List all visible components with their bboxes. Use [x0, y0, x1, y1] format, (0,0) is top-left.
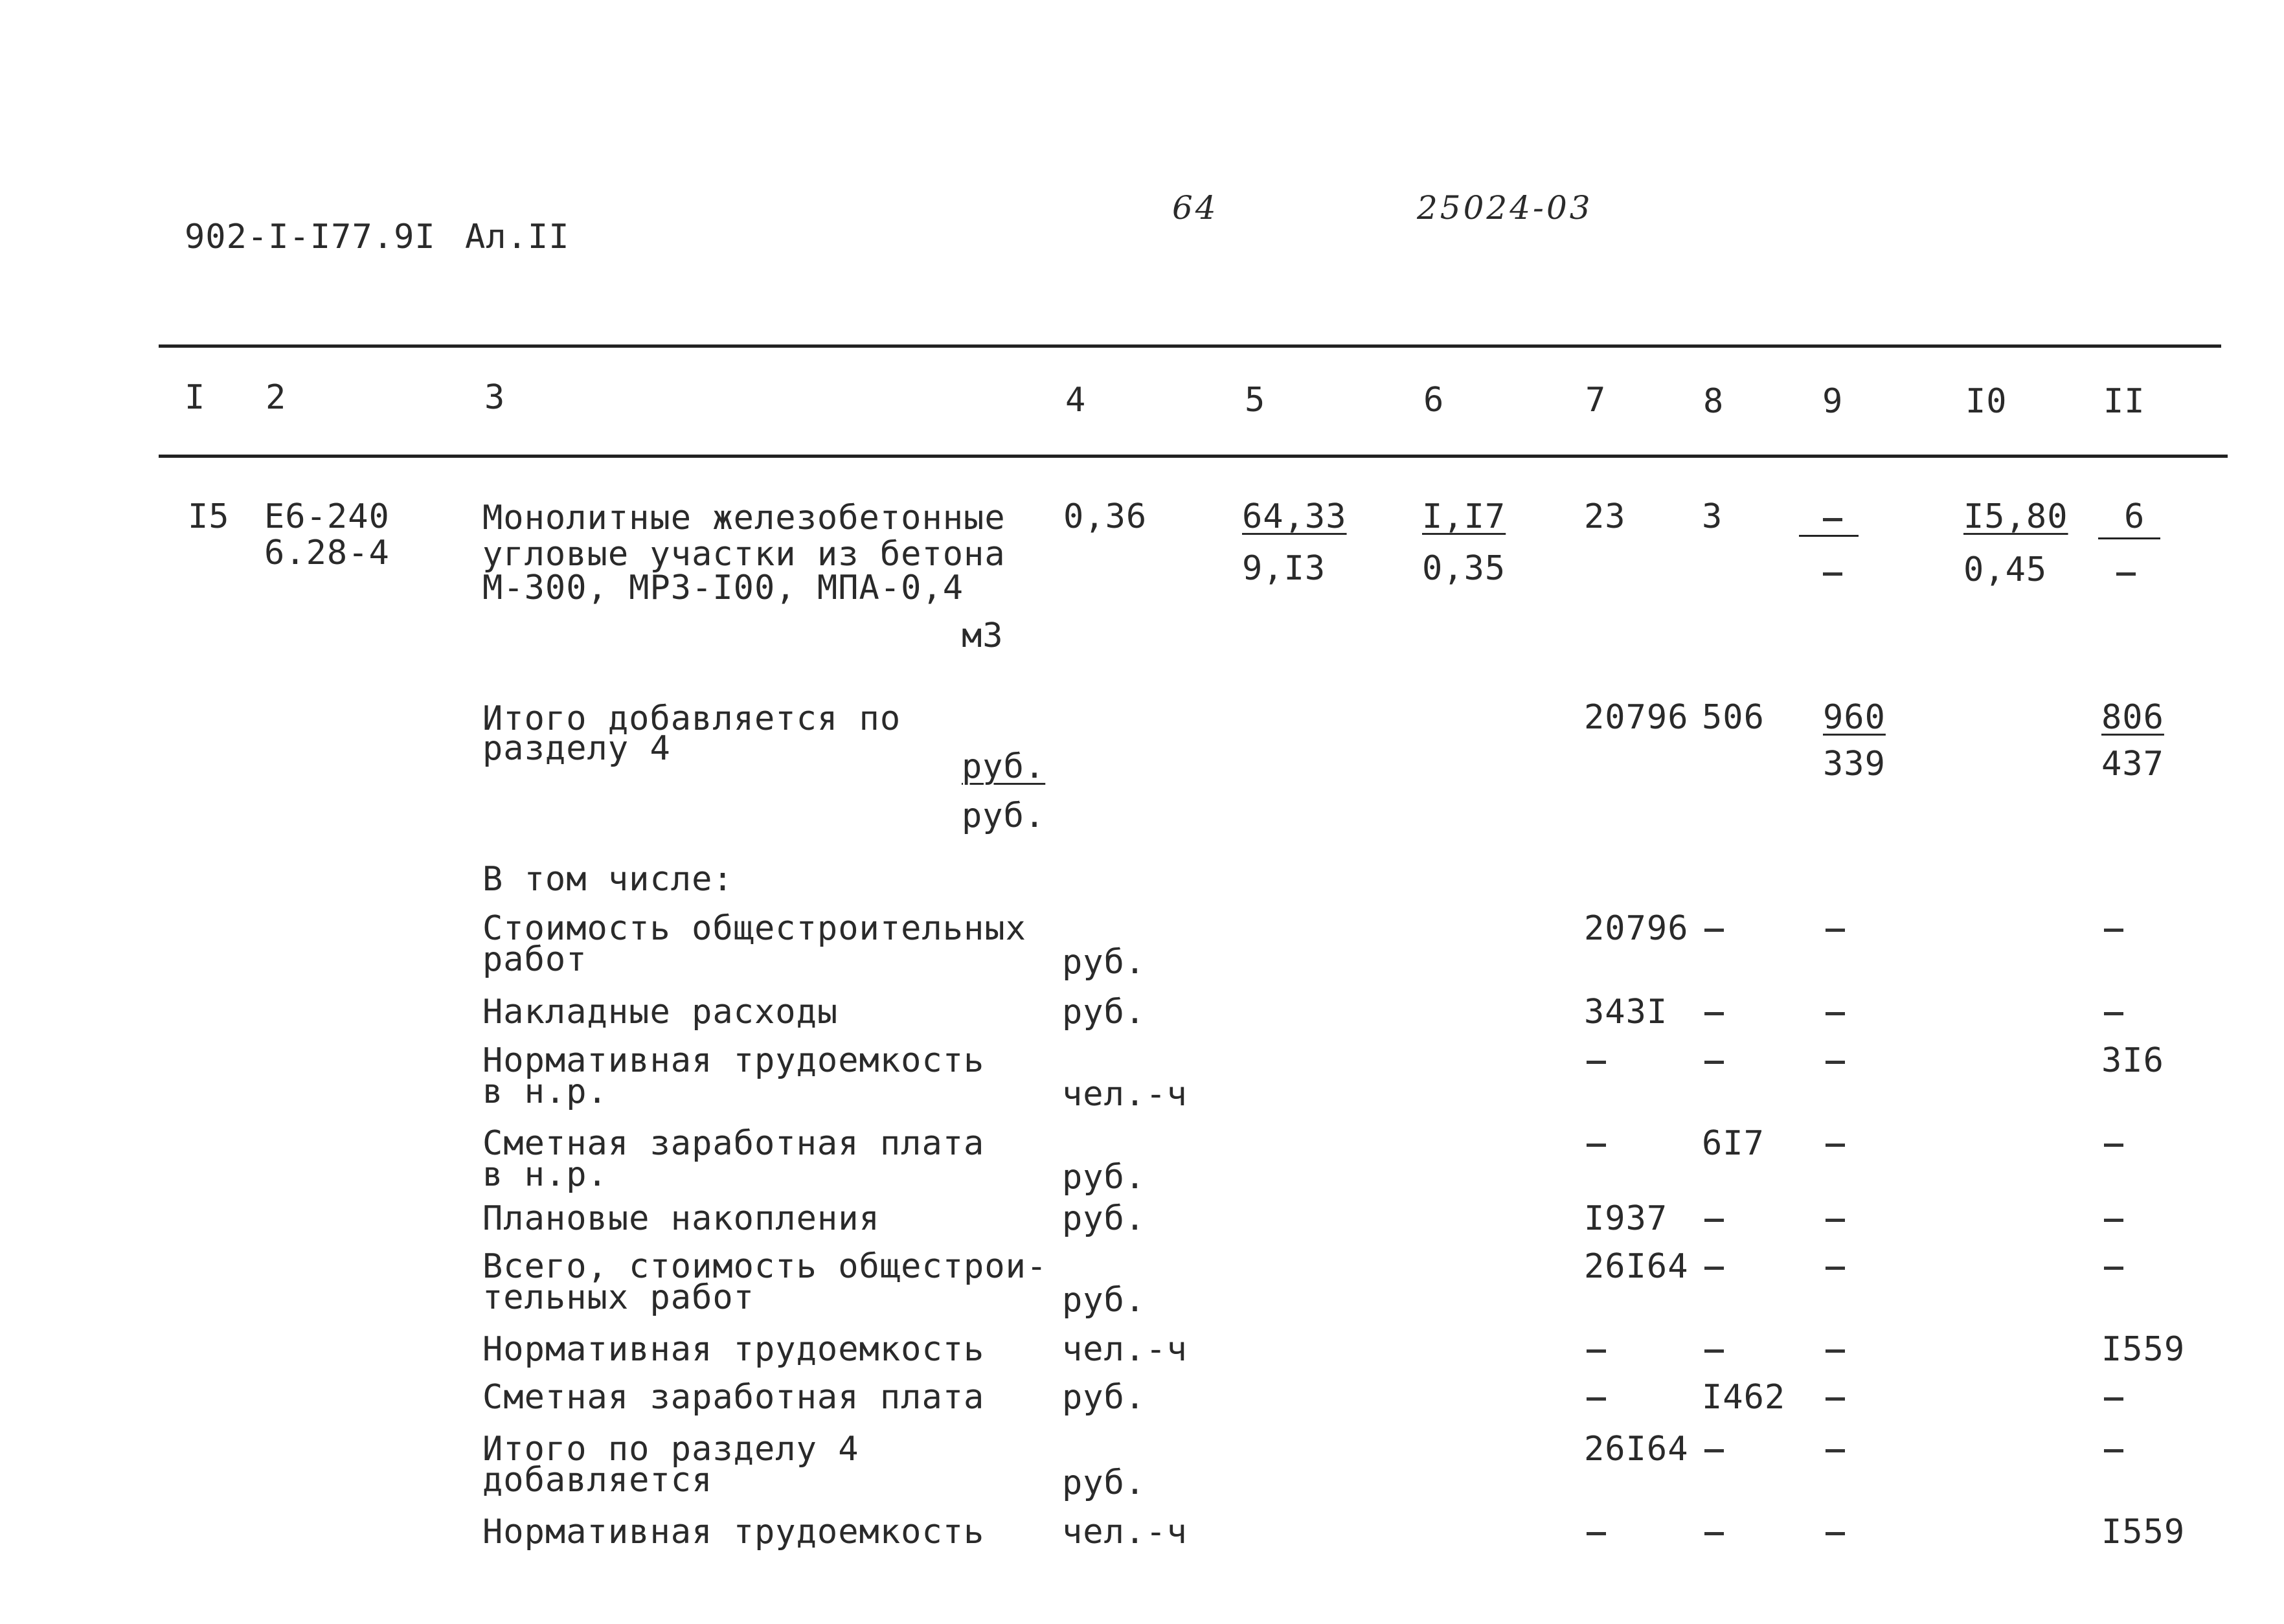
- item-description-line: Всего, стоимость общестрои-: [482, 1247, 1048, 1286]
- column-header-5: 5: [1245, 381, 1266, 420]
- item-description-line: добавляется: [482, 1461, 713, 1500]
- col9-dash-top: [1823, 518, 1842, 521]
- item-col7: 20796: [1584, 909, 1689, 948]
- total-col9-top: 960: [1823, 698, 1886, 737]
- item-description-line: Сметная заработная плата: [482, 1378, 985, 1417]
- col11-underline: [2098, 537, 2160, 539]
- header-bottom-rule: [159, 455, 2228, 458]
- item-col8-dash: [1704, 929, 1724, 932]
- item-col8-dash: [1704, 1449, 1724, 1452]
- item-col7-dash: [1587, 1532, 1606, 1535]
- item-col7-dash: [1587, 1397, 1606, 1401]
- row-quantity: 0,36: [1063, 497, 1148, 536]
- item-col9-dash: [1826, 1144, 1845, 1147]
- total-col9-bottom: 339: [1823, 745, 1886, 784]
- item-col9-dash: [1826, 1061, 1845, 1064]
- row-description-line-2: угловые участки из бетона: [482, 535, 1006, 574]
- total-col7: 20796: [1584, 698, 1689, 737]
- column-header-4: 4: [1065, 381, 1087, 420]
- column-header-8: 8: [1703, 382, 1724, 421]
- album-number: Ал.II: [465, 218, 570, 256]
- item-col7: 26I64: [1584, 1247, 1689, 1286]
- norm-code-secondary: 6.28-4: [264, 534, 390, 572]
- item-col7: I937: [1584, 1199, 1668, 1238]
- column-header-10: I0: [1965, 382, 2007, 421]
- total-unit-2: руб.: [962, 796, 1046, 835]
- total-col11-top: 806: [2101, 698, 2164, 737]
- item-col11: I559: [2101, 1513, 2186, 1551]
- total-description-line-1: Итого добавляется по: [482, 699, 901, 738]
- item-col7: 26I64: [1584, 1430, 1689, 1469]
- item-unit: чел.-ч: [1062, 1330, 1188, 1369]
- item-col11-dash: [2104, 1397, 2123, 1401]
- item-col11: 3I6: [2101, 1041, 2164, 1080]
- item-col11-dash: [2104, 1219, 2123, 1222]
- item-col11: I559: [2101, 1330, 2186, 1369]
- table-top-rule: [159, 344, 2221, 348]
- item-unit: руб.: [1062, 1199, 1146, 1238]
- item-col9-dash: [1826, 1219, 1845, 1222]
- item-col7-dash: [1587, 1349, 1606, 1353]
- item-col8-dash: [1704, 1267, 1724, 1270]
- total-unit-1: руб.: [962, 747, 1046, 786]
- item-col7: 343I: [1584, 993, 1668, 1032]
- item-col9-dash: [1826, 1397, 1845, 1401]
- column-header-9: 9: [1822, 382, 1844, 421]
- item-col9-dash: [1826, 1012, 1845, 1015]
- item-unit: чел.-ч: [1062, 1075, 1188, 1114]
- column-header-2: 2: [266, 378, 287, 417]
- item-description-line: работ: [482, 940, 587, 979]
- column-header-6: 6: [1423, 381, 1445, 420]
- item-description-line: Накладные расходы: [482, 993, 839, 1032]
- item-description-line: Стоимость общестроительных: [482, 909, 1026, 948]
- item-col8-dash: [1704, 1219, 1724, 1222]
- item-description-line: Нормативная трудоемкость: [482, 1513, 985, 1551]
- item-col7-dash: [1587, 1144, 1606, 1147]
- item-unit: руб.: [1062, 943, 1146, 982]
- item-description-line: Плановые накопления: [482, 1199, 880, 1238]
- item-unit: руб.: [1062, 1463, 1146, 1502]
- including-heading: В том числе:: [482, 860, 734, 899]
- row-unit: м3: [962, 616, 1004, 655]
- column-header-7: 7: [1585, 381, 1607, 420]
- item-col8: I462: [1702, 1378, 1786, 1417]
- item-description-line: в н.р.: [482, 1155, 608, 1194]
- item-description-line: Итого по разделу 4: [482, 1430, 859, 1469]
- item-col8: 6I7: [1702, 1124, 1765, 1163]
- total-description-line-2: разделу 4: [482, 729, 671, 768]
- page-number: 64: [1172, 189, 1219, 227]
- col9-underline: [1799, 535, 1859, 537]
- item-col8-dash: [1704, 1532, 1724, 1535]
- item-col9-dash: [1826, 1449, 1845, 1452]
- item-col8-dash: [1704, 1012, 1724, 1015]
- item-col9-dash: [1826, 929, 1845, 932]
- col5-value-bottom: 9,I3: [1242, 549, 1326, 588]
- item-col9-dash: [1826, 1349, 1845, 1353]
- col6-value-top: I,I7: [1422, 497, 1506, 536]
- item-col11-dash: [2104, 1267, 2123, 1270]
- row-number: I5: [188, 497, 230, 536]
- inventory-number: 25024-03: [1417, 189, 1593, 227]
- item-col9-dash: [1826, 1532, 1845, 1535]
- item-description-line: Нормативная трудоемкость: [482, 1330, 985, 1369]
- item-col11-dash: [2104, 1144, 2123, 1147]
- item-description-line: тельных работ: [482, 1278, 754, 1317]
- col11-value-top: 6: [2124, 497, 2145, 536]
- item-col11-dash: [2104, 1449, 2123, 1452]
- row-description-line-1: Монолитные железобетонные: [482, 499, 1006, 537]
- item-description-line: Сметная заработная плата: [482, 1124, 985, 1163]
- item-unit: руб.: [1062, 993, 1146, 1032]
- col5-value-top: 64,33: [1242, 497, 1347, 536]
- item-unit: руб.: [1062, 1281, 1146, 1320]
- column-header-11: II: [2103, 382, 2145, 421]
- item-col7-dash: [1587, 1061, 1606, 1064]
- column-header-3: 3: [484, 378, 506, 417]
- document-code: 902-I-I77.9I: [185, 218, 436, 256]
- col8-value: 3: [1702, 497, 1723, 536]
- col10-value-bottom: 0,45: [1963, 550, 2048, 589]
- col9-dash-bottom: [1823, 572, 1842, 576]
- item-unit: руб.: [1062, 1158, 1146, 1197]
- item-col11-dash: [2104, 929, 2123, 932]
- col10-value-top: I5,80: [1963, 497, 2068, 536]
- col6-value-bottom: 0,35: [1422, 549, 1506, 588]
- item-description-line: Нормативная трудоемкость: [482, 1041, 985, 1080]
- norm-code: E6-240: [264, 497, 390, 536]
- col11-dash-bottom: [2116, 572, 2136, 576]
- item-description-line: в н.р.: [482, 1072, 608, 1111]
- item-col8-dash: [1704, 1061, 1724, 1064]
- item-col8-dash: [1704, 1349, 1724, 1353]
- total-col8: 506: [1702, 698, 1765, 737]
- item-col9-dash: [1826, 1267, 1845, 1270]
- total-col11-bottom: 437: [2101, 745, 2164, 784]
- col7-value: 23: [1584, 497, 1626, 536]
- item-col11-dash: [2104, 1012, 2123, 1015]
- item-unit: руб.: [1062, 1378, 1146, 1417]
- row-description-line-3: М-300, МРЗ-I00, МПА-0,4: [482, 569, 964, 607]
- item-unit: чел.-ч: [1062, 1513, 1188, 1551]
- column-header-1: I: [185, 378, 206, 417]
